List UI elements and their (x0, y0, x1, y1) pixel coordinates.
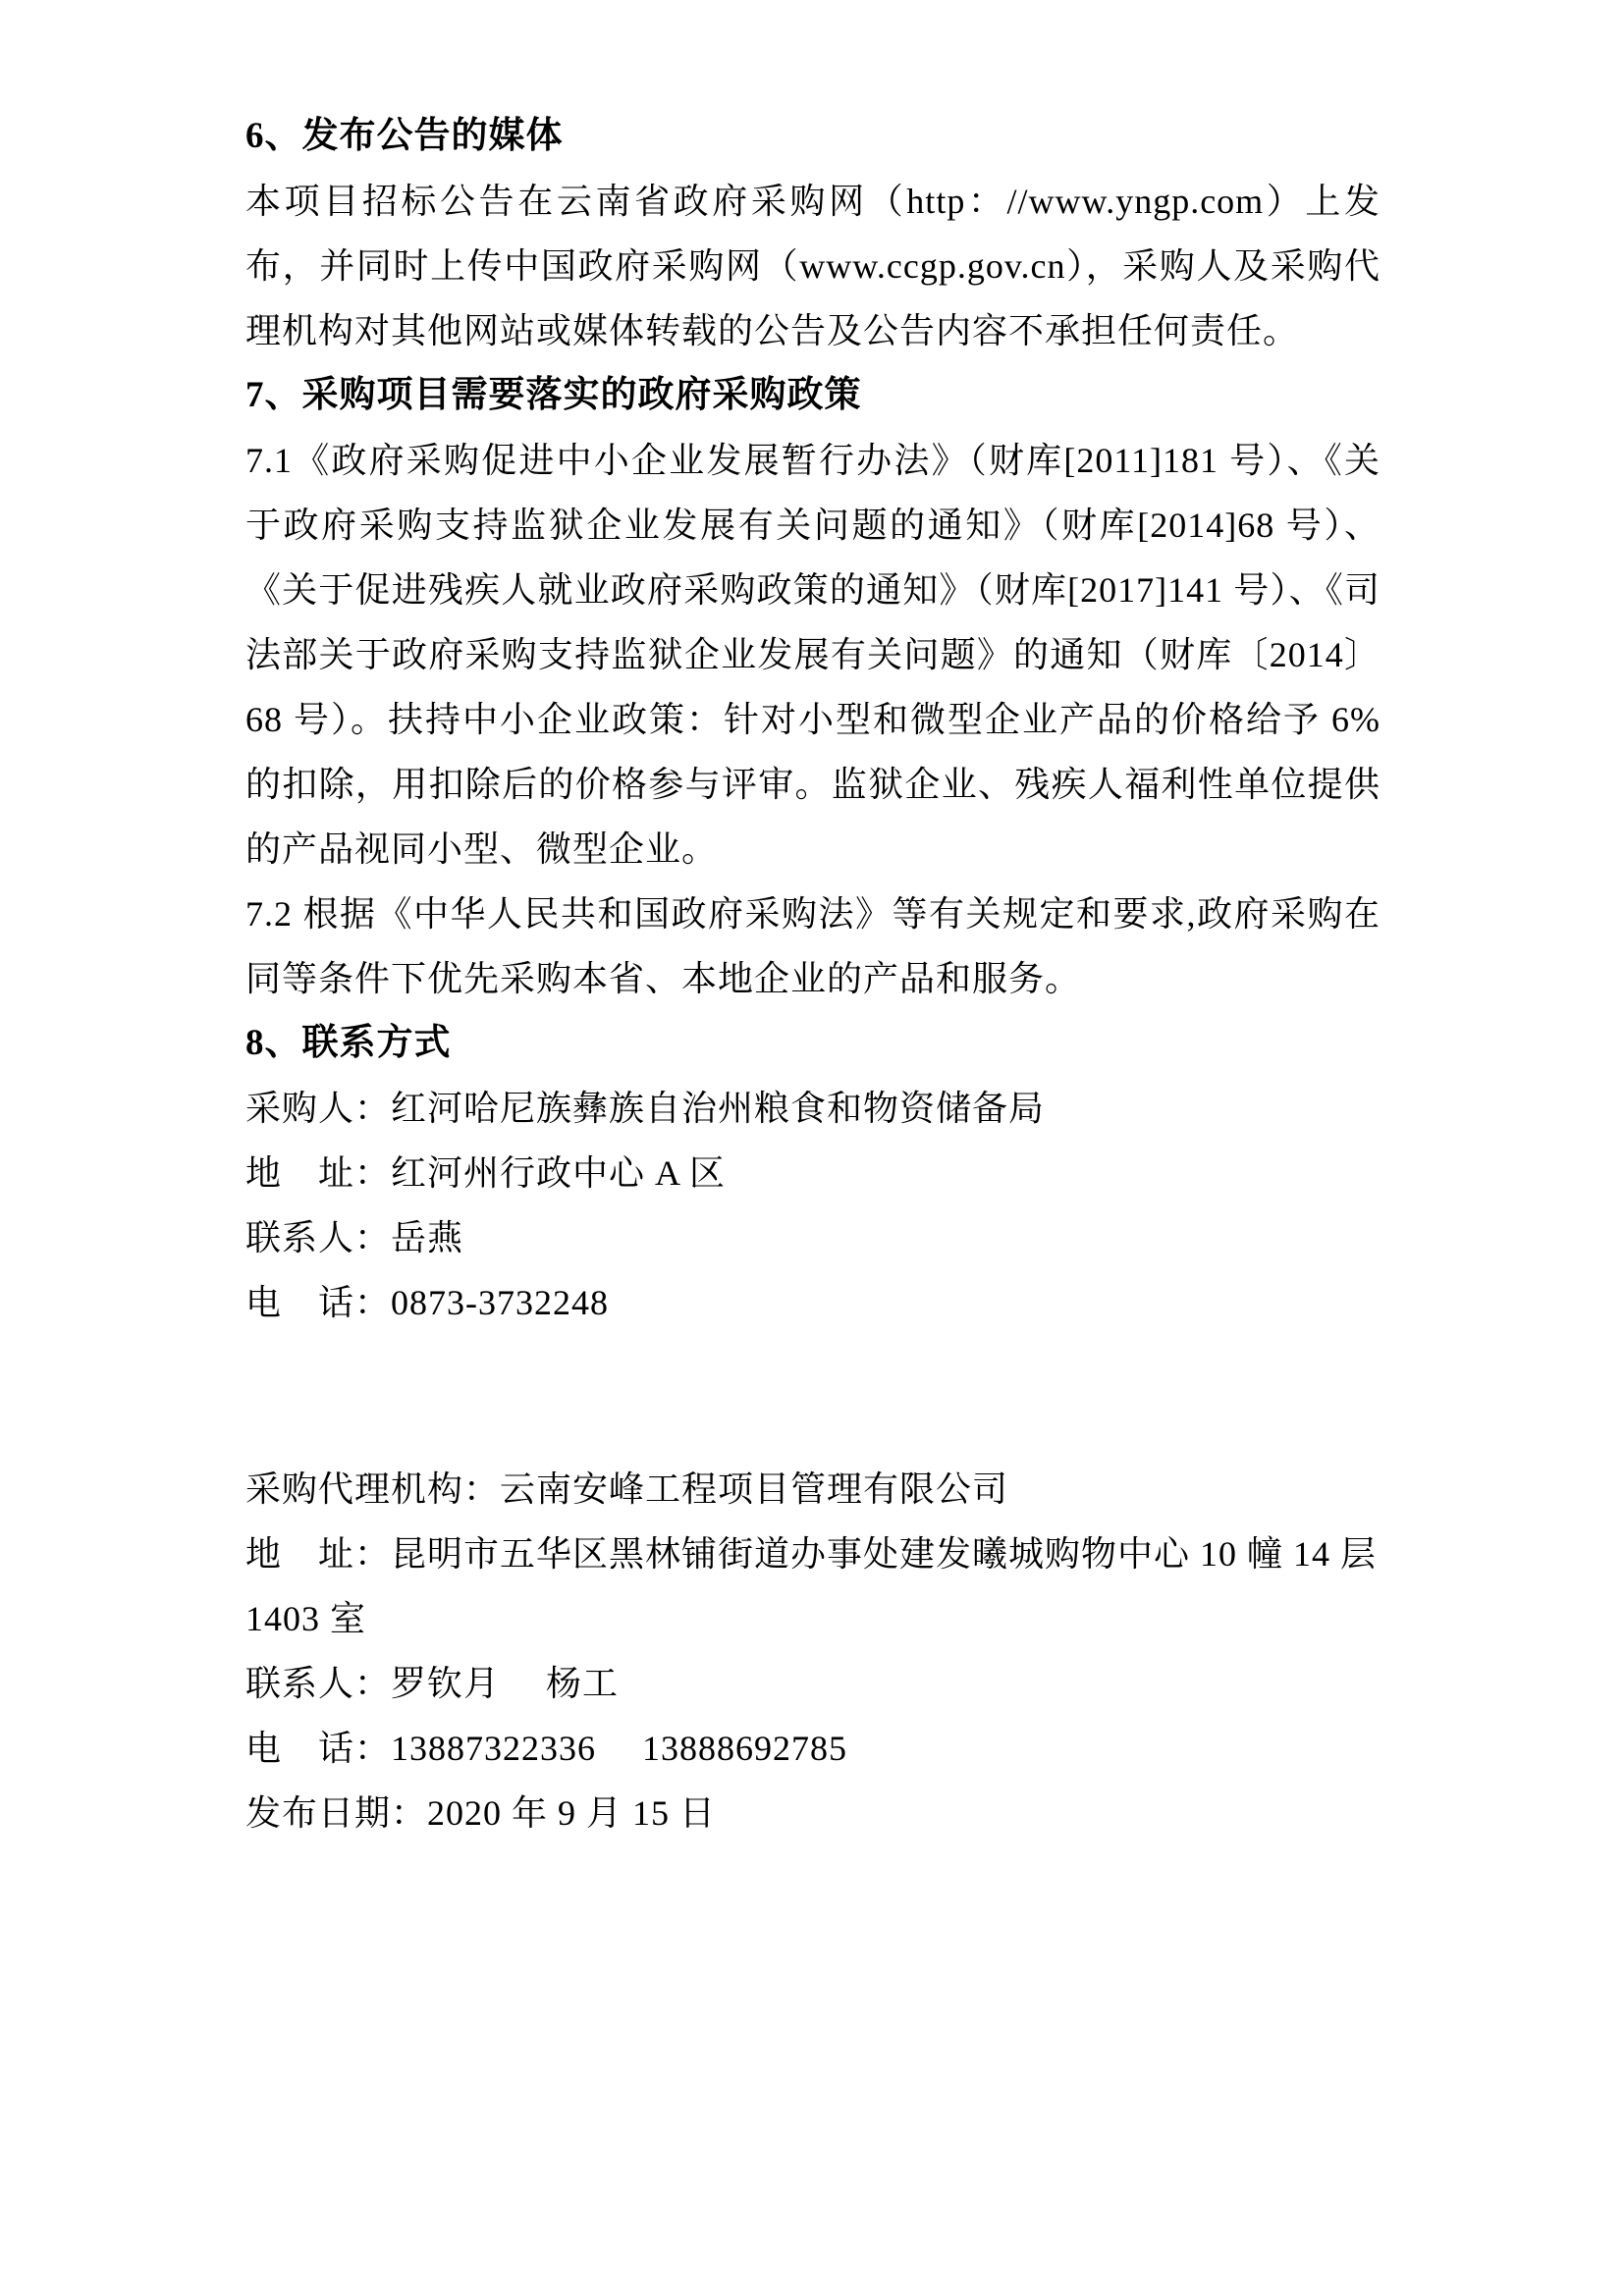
agency-address-line: 地 址：昆明市五华区黑林铺街道办事处建发曦城购物中心 10 幢 14 层 1403 室 (245, 1534, 1387, 1638)
agency-name-line: 采购代理机构：云南安峰工程项目管理有限公司 (245, 1469, 1009, 1509)
purchaser-contact-person-line: 联系人：岳燕 (245, 1218, 464, 1257)
purchaser-contact-block (245, 1076, 1380, 1335)
section-6-body: 本项目招标公告在云南省政府采购网（http：//www.yngp.com）上发布，并同时上传中国政府采购网（www.ccgp.gov.cn），采购人及采购代理机构对其他网站或媒体转载的公告及公告内容不承担任何责任。 (245, 182, 1380, 350)
section-7-clause-7-2: 7.2 根据《中华人民共和国政府采购法》等有关规定和要求,政府采购在同等条件下优先采购本省、本地企业的产品和服务。 (245, 894, 1380, 998)
purchaser-address-line: 地 址：红河州行政中心 A 区 (245, 1153, 727, 1193)
publish-date-line: 发布日期：2020 年 9 月 15 日 (245, 1793, 717, 1833)
purchaser-phone-line: 电 话：0873-3732248 (245, 1283, 609, 1322)
agency-phone-line: 电 话：13887322336 13888692785 (245, 1729, 848, 1768)
section-7-clause-7-1: 7.1《政府采购促进中小企业发展暂行办法》（财库[2011]181 号）、《关于政府采购支持监狱企业发展有关问题的通知》（财库[2014]68 号）、《关于促进残疾人就业政府采购政策的通知》（财库[2017]141 号）、《司法部关于政府采购支持监狱企业发展有关问题》的通知（财库〔2014〕68 号）。扶持中小企业政策：针对小型和微型企业产品的价格给予 6%的扣除，用扣除后的价格参与评审。监狱企业、残疾人福利性单位提供的产品视同小型、微型企业。 (245, 441, 1380, 869)
purchaser-name-line: 采购人：红河哈尼族彝族自治州粮食和物资储备局 (245, 1089, 1046, 1128)
agency-contact-person-line: 联系人：罗钦月 杨工 (245, 1664, 620, 1703)
section-8-heading: 8、联系方式 (245, 1023, 452, 1063)
agency-contact-block (245, 1457, 1387, 1845)
section-6-heading: 6、发布公告的媒体 (245, 116, 564, 156)
section-7-heading: 7、采购项目需要落实的政府采购政策 (245, 375, 862, 415)
